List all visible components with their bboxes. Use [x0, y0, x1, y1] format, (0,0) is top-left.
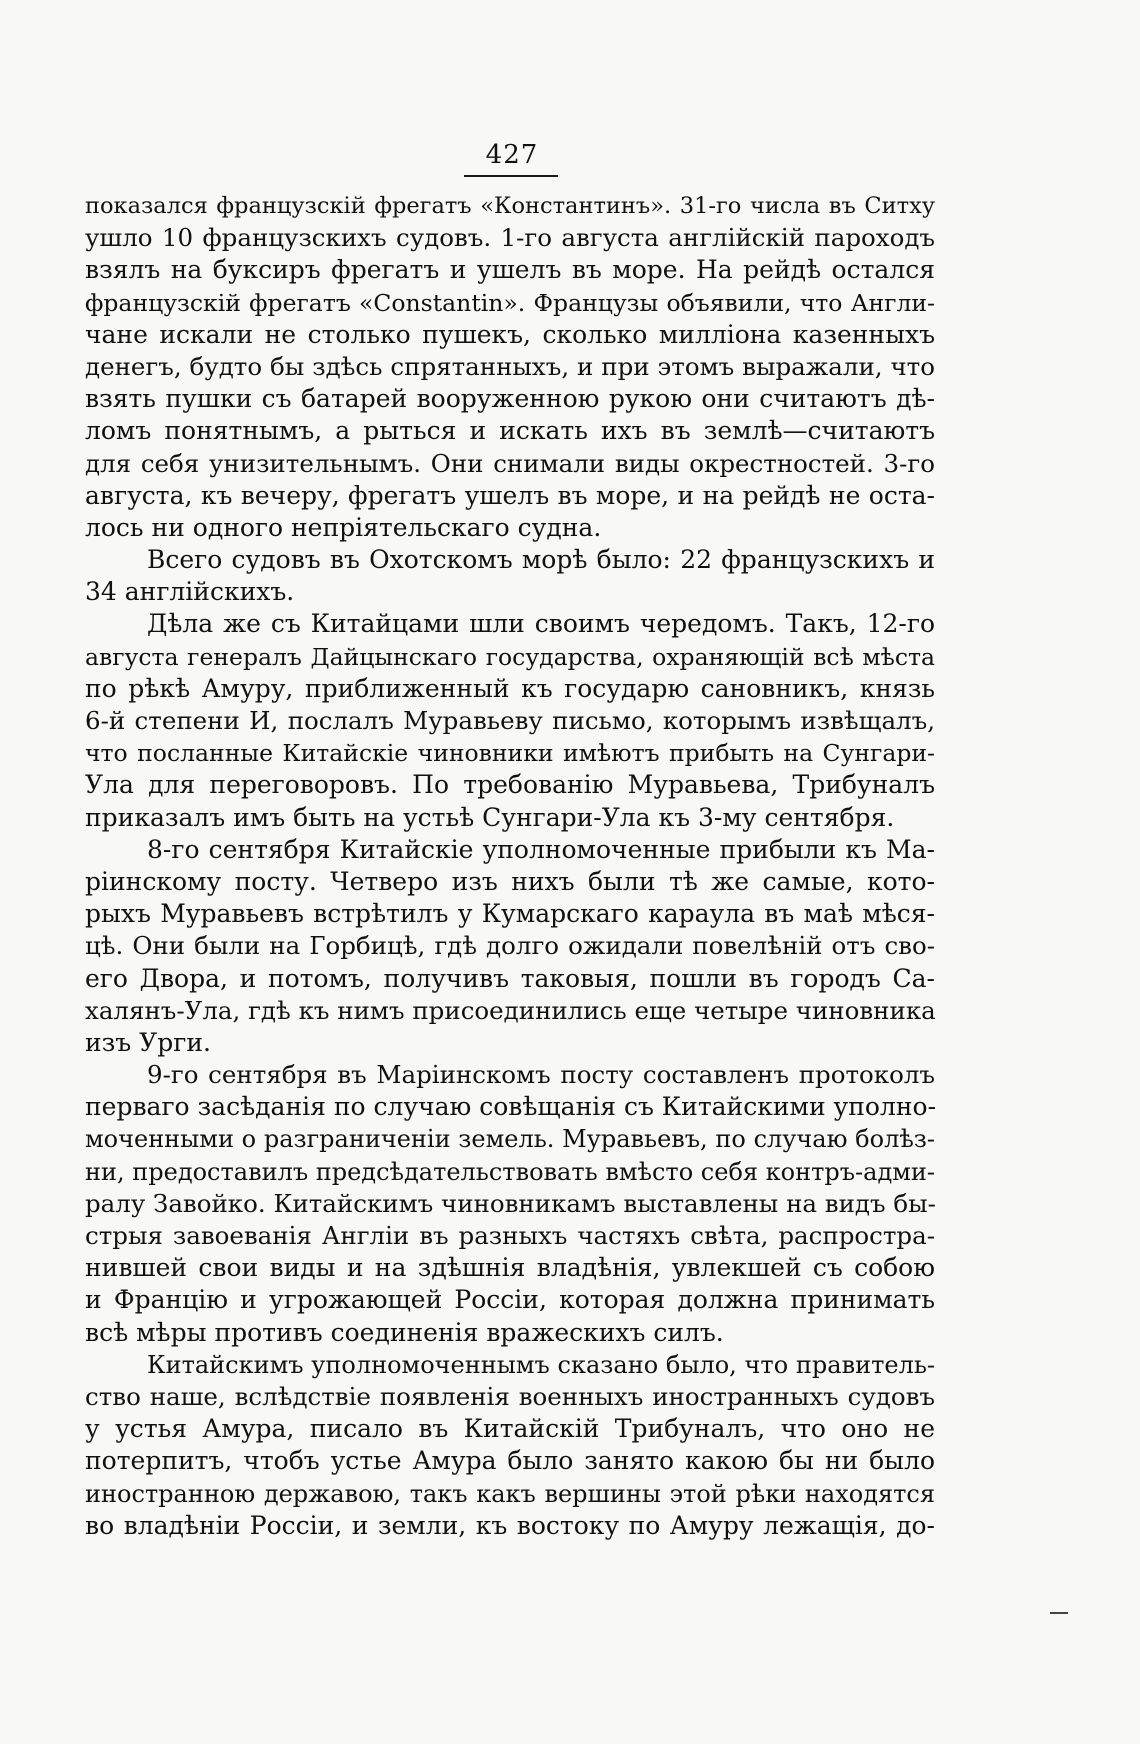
text-line: приказалъ имъ быть на устьѣ Сунгари-Ула къ 3-му сентября.: [85, 802, 895, 832]
text-line: моченными о разграниченіи земель. Муравьевъ, по случаю болѣз-: [85, 1125, 935, 1154]
text-line: французскій фрегатъ «Constantin». Французы объявили, что Англи-: [85, 288, 935, 317]
text-line: чане искали не столько пушекъ, сколько милліона казенныхъ: [85, 319, 935, 349]
body-text: [85, 190, 935, 1542]
text-line: августа генералъ Дайцынскаго государства, охраняющій всѣ мѣста: [85, 642, 935, 671]
text-line: 6-й степени И, послалъ Муравьеву письмо, которымъ извѣщалъ,: [85, 706, 935, 735]
text-line: стрыя завоеванія Англіи въ разныхъ частяхъ свѣта, распростра-: [85, 1221, 935, 1250]
text-line: цѣ. Они были на Горбицѣ, гдѣ долго ожидали повелѣній отъ сво-: [85, 931, 935, 961]
text-line: что посланные Китайскіе чиновники имѣютъ прибыть на Сунгари-: [85, 739, 935, 768]
text-line: для себя унизительнымъ. Они снимали виды окрестностей. 3-го: [85, 448, 935, 478]
text-line: показался французскій фрегатъ «Константинъ». 31-го числа въ Ситху: [85, 193, 935, 219]
text-line: потерпитъ, чтобъ устье Амура было занято какою бы ни было: [85, 1446, 935, 1476]
text-line: ріинскому посту. Четверо изъ нихъ были тѣ же самые, кото-: [85, 866, 935, 896]
text-line: во владѣніи Россіи, и земли, къ востоку по Амуру лежащія, до-: [85, 1510, 935, 1540]
text-line: нившей свои виды и на здѣшнія владѣнія, увлекшей съ собою: [85, 1253, 935, 1283]
text-line: лось ни одного непріятельскаго судна.: [85, 512, 602, 542]
text-line: его Двора, и потомъ, получивъ таковыя, пошли въ городъ Са-: [85, 963, 935, 993]
margin-mark: [1050, 1612, 1068, 1614]
text-line: рыхъ Муравьевъ встрѣтилъ у Кумарскаго караула въ маѣ мѣся-: [85, 899, 935, 929]
text-line: всѣ мѣры противъ соединенія вражескихъ силъ.: [85, 1317, 724, 1347]
text-line: Всего судовъ въ Охотскомъ морѣ было: 22 французскихъ и: [147, 545, 935, 575]
text-line: ралу Завойко. Китайскимъ чиновникамъ выставлены на видъ бы-: [85, 1188, 936, 1218]
text-line: ломъ понятнымъ, а рыться и искать ихъ въ землѣ—считаютъ: [85, 416, 935, 446]
text-line: у устья Амура, писало въ Китайскій Трибуналъ, что оно не: [85, 1414, 935, 1444]
text-line: взялъ на буксиръ фрегатъ и ушелъ въ море. На рейдѣ остался: [85, 255, 935, 285]
page-number: 427: [485, 140, 539, 170]
page-number-rule: [464, 175, 558, 177]
text-line: изъ Урги.: [85, 1027, 211, 1057]
text-line: ни, предоставилъ предсѣдательствовать вмѣсто себя контръ-адми-: [85, 1157, 935, 1186]
text-line: перваго засѣданія по случаю совѣщанія съ Китайскими уполно-: [85, 1092, 937, 1122]
text-line: взять пушки съ батарей вооруженною рукою они считаютъ дѣ-: [85, 384, 935, 414]
text-line: и Францію и угрожающей Россіи, которая должна принимать: [85, 1285, 935, 1315]
text-line: 9-го сентября въ Маріинскомъ посту составленъ протоколъ: [147, 1060, 935, 1090]
text-line: денегъ, будто бы здѣсь спрятанныхъ, и при этомъ выражали, что: [85, 351, 935, 381]
text-line: ство наше, вслѣдствіе появленія военныхъ иностранныхъ судовъ: [85, 1381, 935, 1411]
text-line: ушло 10 французскихъ судовъ. 1-го августа англійскій пароходъ: [85, 223, 935, 253]
text-line: 34 англійскихъ.: [85, 577, 295, 607]
text-line: августа, къ вечеру, фрегатъ ушелъ въ море, и на рейдѣ не оста-: [85, 480, 935, 510]
text-line: Дѣла же съ Китайцами шли своимъ чередомъ. Такъ, 12-го: [147, 609, 935, 639]
text-line: 8-го сентября Китайскіе уполномоченные прибыли къ Ма-: [147, 834, 935, 864]
text-line: по рѣкѣ Амуру, приближенный къ государю сановникъ, князь: [85, 673, 935, 703]
text-line: Ула для переговоровъ. По требованію Муравьева, Трибуналъ: [85, 770, 935, 800]
text-line: халянъ-Ула, гдѣ къ нимъ присоединились еще четыре чиновника: [85, 995, 936, 1025]
text-line: иностранною державою, такъ какъ вершины этой рѣки находятся: [85, 1479, 935, 1508]
text-line: Китайскимъ уполномоченнымъ сказано было, что правитель-: [147, 1350, 935, 1379]
